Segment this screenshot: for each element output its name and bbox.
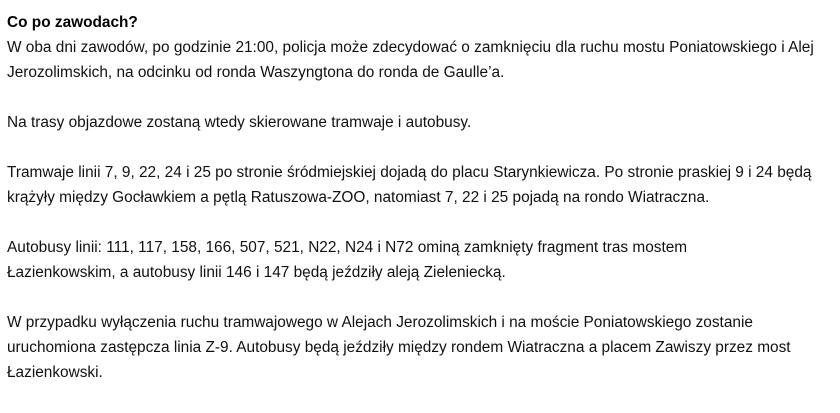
paragraph-tram-lines: Tramwaje linii 7, 9, 22, 24 i 25 po stronie śródmiejskiej dojadą do placu Starynkiewicza. Po stronie praskiej 9 i 24 będą krążyły między Gocławkiem a pętlą Ratuszowa-ZOO, natomiast 7, 22 i 25 pojadą na rondo Wiatraczna. [7, 164, 812, 206]
section-heading: Co po zawodach? [7, 14, 138, 31]
paragraph-replacement-line: W przypadku wyłączenia ruchu tramwajowego w Alejach Jerozolimskich i na moście Poniatowskiego zostanie uruchomiona zastępcza linia Z-9. Autobusy będą jeździły między rondem Wiatraczna a placem Zawiszy przez most Łazienkowski. [7, 314, 791, 381]
paragraph-bus-lines: Autobusy linii: 111, 117, 158, 166, 507, 521, N22, N24 i N72 ominą zamknięty fragment tras mostem Łazienkowskim, a autobusy linii 146 i 147 będą jeździły aleją Zieleniecką. [7, 239, 688, 281]
paragraph-detours: Na trasy objazdowe zostaną wtedy skierowane tramwaje i autobusy. [7, 114, 472, 131]
paragraph-closure-info: W oba dni zawodów, po godzinie 21:00, policja może zdecydować o zamknięciu dla ruchu mostu Poniatowskiego i Alej Jerozolimskich, na odcinku od ronda Waszyngtona do ronda de Gaulle’a. [7, 39, 814, 81]
